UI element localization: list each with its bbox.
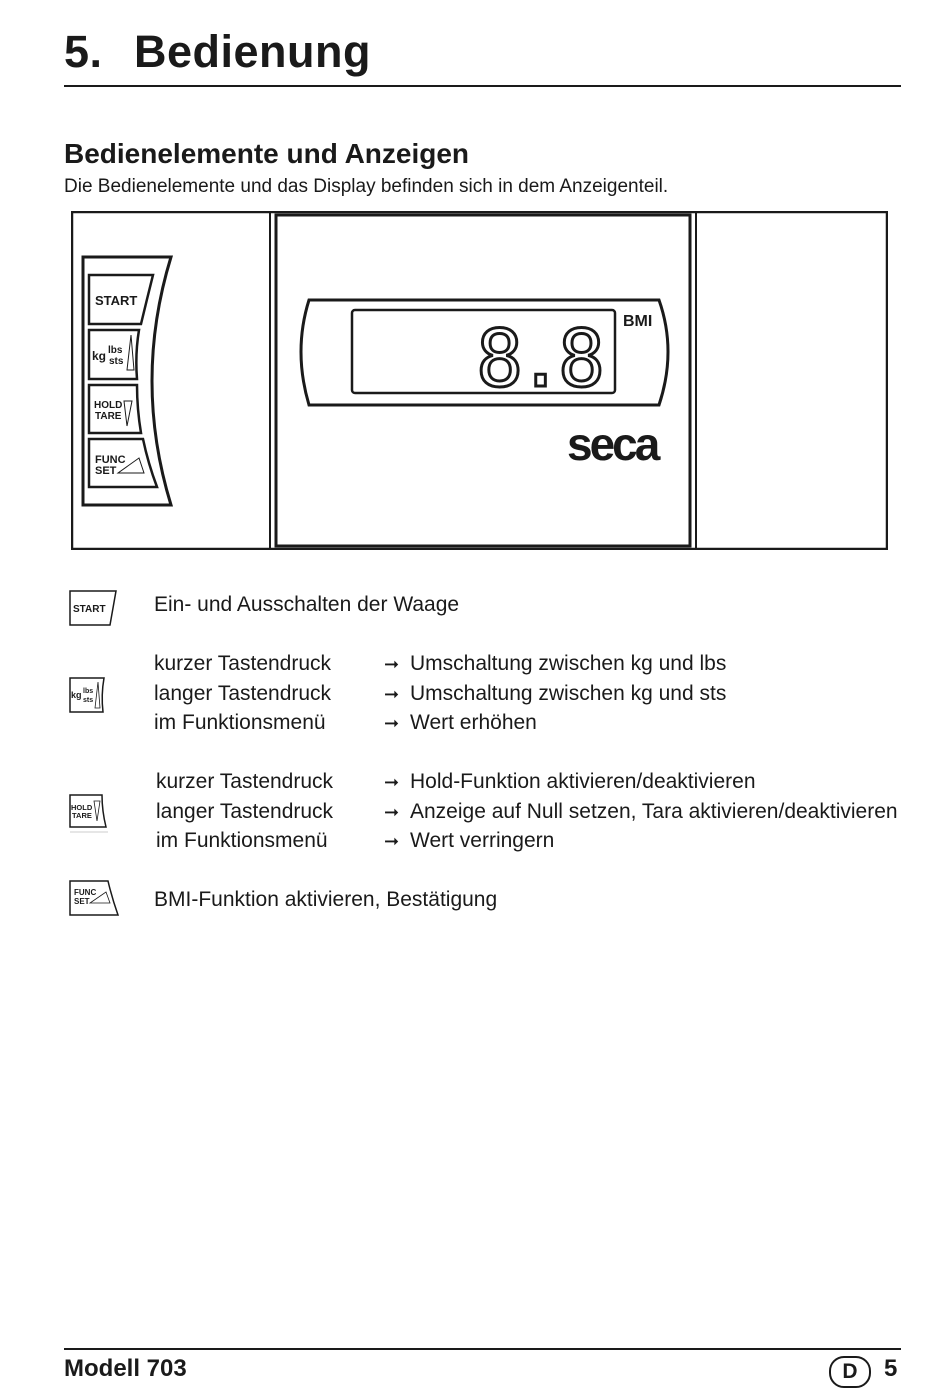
arrow-right-icon: ➞	[384, 772, 400, 792]
key-start-label: START	[95, 293, 138, 308]
key-unit-kg-label: kg	[92, 349, 107, 363]
key-hold-triangle-icon	[124, 401, 132, 426]
brand-logo: seca	[567, 418, 658, 470]
chapter-title-text: Bedienung	[134, 26, 371, 77]
svg-text:START: START	[73, 604, 106, 615]
page-number: 5	[884, 1355, 898, 1382]
hold-key-icon	[68, 793, 112, 835]
arrow-right-icon: ➞	[384, 802, 400, 822]
arrow-right-icon: ➞	[384, 684, 400, 704]
chapter-number: 5.	[64, 26, 103, 77]
language-badge: D	[829, 1356, 871, 1388]
unit-short-press-result: ➞ Umschaltung zwischen kg und lbs	[384, 652, 727, 675]
hold-long-press-result: ➞ Anzeige auf Null setzen, Tara aktivieren/deaktivieren	[384, 800, 898, 823]
key-unit-lbs-label: lbs	[108, 345, 123, 356]
svg-text:kg: kg	[71, 690, 82, 700]
func-key-description: BMI-Funktion aktivieren, Bestätigung	[154, 888, 498, 911]
unit-menu-label: im Funktionsmenü	[154, 711, 326, 734]
hold-menu-result: ➞ Wert verringern	[384, 829, 555, 852]
key-tare-label: TARE	[95, 411, 122, 422]
footer-rule	[64, 1348, 901, 1350]
svg-text:sts: sts	[83, 697, 94, 704]
hold-menu-label: im Funktionsmenü	[156, 829, 328, 852]
key-func-label: FUNC	[95, 454, 126, 466]
unit-short-press-label: kurzer Tastendruck	[154, 652, 332, 675]
start-key-description: Ein- und Ausschalten der Waage	[154, 593, 460, 616]
arrow-right-icon: ➞	[384, 654, 400, 674]
func-key-icon	[68, 879, 122, 919]
scale-display-unit-illustration	[71, 211, 888, 550]
hold-short-press-result: ➞ Hold-Funktion aktivieren/deaktivieren	[384, 770, 756, 793]
unit-long-press-label: langer Tastendruck	[154, 682, 332, 705]
section-heading: Bedienelemente und Anzeigen	[64, 138, 470, 169]
svg-text:HOLD: HOLD	[71, 803, 93, 812]
hold-long-press-label: langer Tastendruck	[156, 800, 334, 823]
footer-model: Modell 703	[64, 1355, 187, 1382]
header-rule	[64, 85, 901, 87]
svg-text:FUNC: FUNC	[74, 888, 97, 897]
lcd-unit-label: BMI	[623, 313, 653, 330]
unit-long-press-result: ➞ Umschaltung zwischen kg und sts	[384, 682, 727, 705]
arrow-right-icon: ➞	[384, 713, 400, 733]
key-unit-sts-label: sts	[109, 356, 124, 367]
chapter-title	[64, 26, 371, 78]
key-set-label: SET	[95, 465, 117, 477]
key-hold-label: HOLD	[94, 400, 123, 411]
lcd-value: 8.8	[476, 315, 599, 405]
start-key-icon	[68, 589, 120, 629]
section-intro: Die Bedienelemente und das Display befinden sich in dem Anzeigenteil.	[64, 176, 669, 197]
unit-menu-result: ➞ Wert erhöhen	[384, 711, 537, 734]
svg-text:TARE: TARE	[72, 811, 92, 820]
hold-short-press-label: kurzer Tastendruck	[156, 770, 334, 793]
key-unit-triangle-icon	[127, 335, 134, 370]
svg-text:SET: SET	[74, 897, 90, 906]
unit-key-icon	[68, 676, 110, 716]
arrow-right-icon: ➞	[384, 831, 400, 851]
svg-text:lbs: lbs	[83, 688, 94, 695]
